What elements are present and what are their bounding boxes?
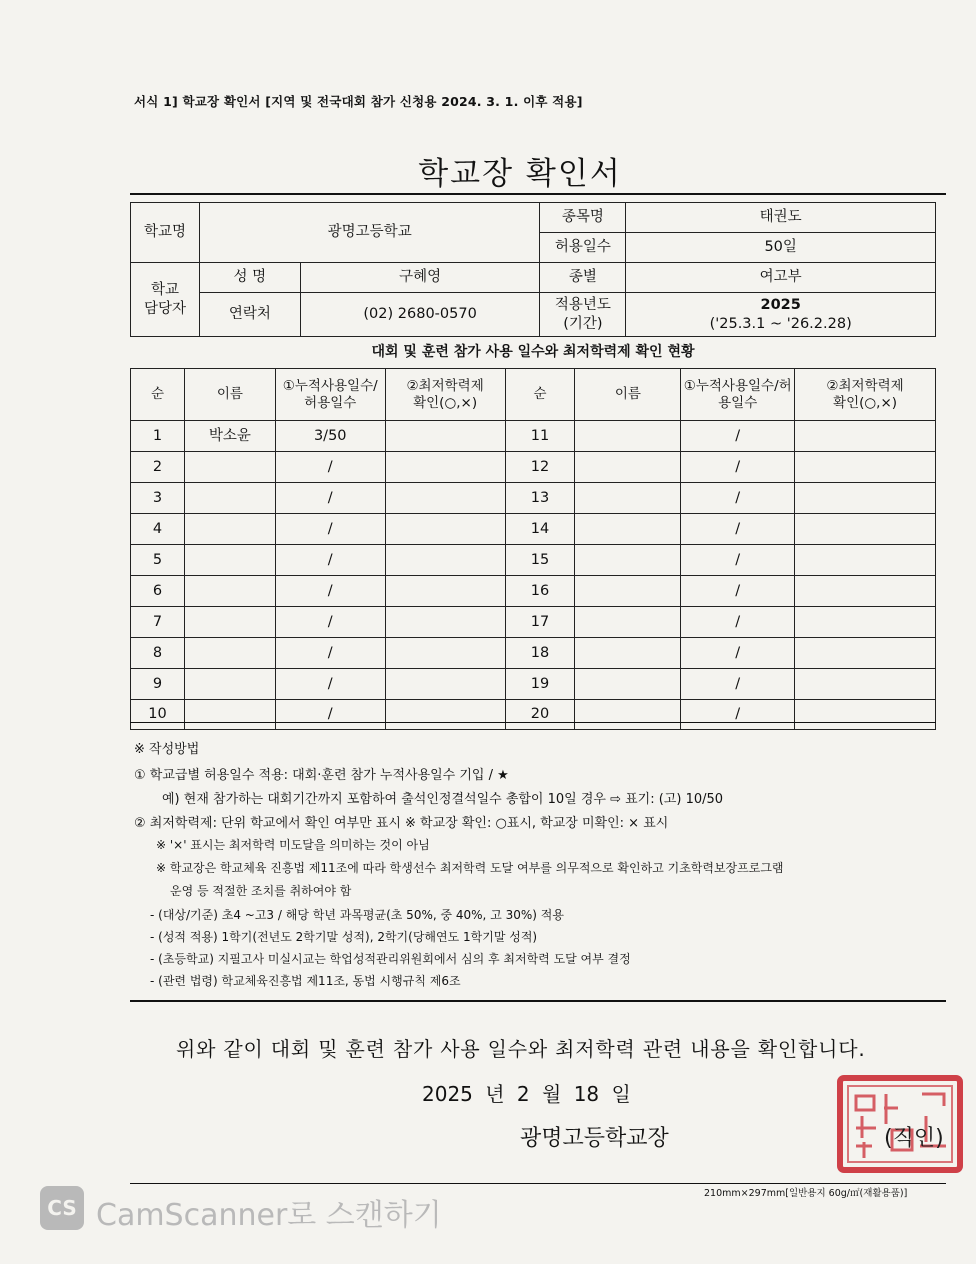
note-2-sub-b: ※ 학교장은 학교체육 진흥법 제11조에 따라 학생선수 최저학력 도달 여부를 의무적으로 확인하고 기초학력보장프로그램 xyxy=(156,861,784,875)
table-row xyxy=(131,514,936,545)
row-days: / xyxy=(275,607,385,638)
row-name xyxy=(184,638,275,669)
header-check-right: ②최저학력제 확인(○,×) xyxy=(795,369,936,421)
header-check: ②최저학력제 확인(○,×) xyxy=(385,369,505,421)
row-check-right xyxy=(795,607,936,638)
name-value: 구혜영 xyxy=(300,263,540,293)
row-check-right xyxy=(795,421,936,452)
row-no-right: 18 xyxy=(505,638,575,669)
footer-rule xyxy=(130,1183,946,1184)
header-no: 순 xyxy=(131,369,185,421)
row-check-right xyxy=(795,700,936,730)
table-row xyxy=(131,545,936,576)
row-no: 10 xyxy=(131,700,185,730)
note-2-sub-a: ※ '×' 표시는 최저학력 미도달을 의미하는 것이 아님 xyxy=(156,838,430,852)
issue-date: 2025 년 2 월 18 일 xyxy=(422,1082,631,1106)
note-elementary: - (초등학교) 지필고사 미실시교는 학업성적관리위원회에서 심의 후 최저학력 도달 여부 결정 xyxy=(150,952,631,966)
school-value: 광명고등학교 xyxy=(199,203,540,263)
row-name-right xyxy=(575,421,681,452)
paper-spec: 210mm×297mm[일반용지 60g/㎡(재활용품)] xyxy=(704,1188,908,1199)
school-label: 학교명 xyxy=(131,203,200,263)
row-name-right xyxy=(575,576,681,607)
header-days-right: ①누적사용일수/허 용일수 xyxy=(681,369,795,421)
row-days: / xyxy=(275,576,385,607)
row-check-right xyxy=(795,669,936,700)
signer-name: 광명고등학교장 xyxy=(520,1126,669,1151)
row-check-right xyxy=(795,514,936,545)
note-2-sub-b-cont: 운영 등 적절한 조치를 취하여야 함 xyxy=(170,884,352,898)
row-days: / xyxy=(275,669,385,700)
note-1-example: 예) 현재 참가하는 대회기간까지 포함하여 출석인정결석일수 총합이 10일 경우 ⇨ 표기: (고) 10/50 xyxy=(162,792,724,807)
row-name xyxy=(184,576,275,607)
row-no: 3 xyxy=(131,483,185,514)
row-days: 3/50 xyxy=(275,421,385,452)
note-2: ② 최저학력제: 단위 학교에서 확인 여부만 표시 ※ 학교장 확인: ○표시, 학교장 미확인: × 표시 xyxy=(134,816,669,831)
notes-heading: ※ 작성방법 xyxy=(134,742,200,757)
category-value: 여고부 xyxy=(626,263,936,293)
document-title: 학교장 확인서 xyxy=(418,156,622,192)
row-no-right: 20 xyxy=(505,700,575,730)
row-check xyxy=(385,452,505,483)
top-rule xyxy=(130,193,946,195)
row-name-right xyxy=(575,514,681,545)
row-no-right: 14 xyxy=(505,514,575,545)
row-no: 8 xyxy=(131,638,185,669)
row-no: 9 xyxy=(131,669,185,700)
name-label: 성 명 xyxy=(199,263,300,293)
row-no: 5 xyxy=(131,545,185,576)
row-check xyxy=(385,700,505,730)
table-row xyxy=(131,607,936,638)
row-name xyxy=(184,452,275,483)
camscanner-watermark: CamScanner로 스캔하기 xyxy=(96,1198,442,1233)
row-no-right: 11 xyxy=(505,421,575,452)
row-days: / xyxy=(275,452,385,483)
row-no: 2 xyxy=(131,452,185,483)
row-days: / xyxy=(275,483,385,514)
row-no: 4 xyxy=(131,514,185,545)
row-days: / xyxy=(275,638,385,669)
row-name xyxy=(184,669,275,700)
year-value: 2025 xyxy=(760,297,801,314)
row-days: / xyxy=(275,514,385,545)
header-no-right: 순 xyxy=(505,369,575,421)
row-no: 7 xyxy=(131,607,185,638)
row-no-right: 19 xyxy=(505,669,575,700)
notes-bottom-rule xyxy=(130,1000,946,1002)
event-label: 종목명 xyxy=(540,203,626,233)
year-label: 적용년도 (기간) xyxy=(540,293,626,337)
note-grades: - (성적 적용) 1학기(전년도 2학기말 성적), 2학기(당해연도 1학기말 성적) xyxy=(150,930,538,944)
row-name-right xyxy=(575,638,681,669)
row-check xyxy=(385,421,505,452)
row-days-right: / xyxy=(681,483,795,514)
row-no-right: 16 xyxy=(505,576,575,607)
row-days-right: / xyxy=(681,607,795,638)
row-days-right: / xyxy=(681,638,795,669)
row-check xyxy=(385,483,505,514)
year-cell xyxy=(626,293,936,337)
table-row xyxy=(131,421,936,452)
seal-label: (직인) xyxy=(884,1126,944,1151)
row-days-right: / xyxy=(681,576,795,607)
section-title: 대회 및 훈련 참가 사용 일수와 최저학력제 확인 현황 xyxy=(371,344,695,360)
row-name: 박소윤 xyxy=(184,421,275,452)
row-check xyxy=(385,514,505,545)
table-row xyxy=(131,638,936,669)
category-label: 종별 xyxy=(540,263,626,293)
row-check xyxy=(385,607,505,638)
note-law: - (관련 법령) 학교체육진흥법 제11조, 동법 시행규칙 제6조 xyxy=(150,974,461,988)
contact-label: 연락처 xyxy=(199,293,300,337)
row-no: 6 xyxy=(131,576,185,607)
event-value: 태권도 xyxy=(626,203,936,233)
row-name xyxy=(184,545,275,576)
row-check-right xyxy=(795,452,936,483)
row-days: / xyxy=(275,545,385,576)
row-name xyxy=(184,607,275,638)
row-name-right xyxy=(575,483,681,514)
contact-value: (02) 2680-0570 xyxy=(300,293,540,337)
row-days-right: / xyxy=(681,514,795,545)
days-value: 50일 xyxy=(626,233,936,263)
row-check-right xyxy=(795,483,936,514)
info-table xyxy=(130,202,936,337)
row-days-right: / xyxy=(681,452,795,483)
row-name-right xyxy=(575,700,681,730)
form-tag: 서식 1] 학교장 확인서 [지역 및 전국대회 참가 신청용 2024. 3. 1. 이후 적용] xyxy=(134,94,583,109)
header-name: 이름 xyxy=(184,369,275,421)
row-check xyxy=(385,545,505,576)
header-name-right: 이름 xyxy=(575,369,681,421)
participation-table xyxy=(130,368,936,730)
row-no-right: 13 xyxy=(505,483,575,514)
row-no-right: 17 xyxy=(505,607,575,638)
row-check-right xyxy=(795,545,936,576)
row-check xyxy=(385,638,505,669)
row-days-right: / xyxy=(681,421,795,452)
manager-label: 학교 담당자 xyxy=(131,263,200,337)
row-check-right xyxy=(795,638,936,669)
table-row xyxy=(131,483,936,514)
table-row xyxy=(131,452,936,483)
row-name xyxy=(184,483,275,514)
days-label: 허용일수 xyxy=(540,233,626,263)
row-name-right xyxy=(575,607,681,638)
note-1: ① 학교급별 허용일수 적용: 대회·훈련 참가 누적사용일수 기입 / ★ xyxy=(134,768,509,783)
row-check-right xyxy=(795,576,936,607)
row-name-right xyxy=(575,669,681,700)
header-row xyxy=(131,369,936,421)
row-name xyxy=(184,700,275,730)
row-name xyxy=(184,514,275,545)
row-no-right: 15 xyxy=(505,545,575,576)
period-value: ('25.3.1 ~ '26.2.28) xyxy=(709,315,852,332)
row-no-right: 12 xyxy=(505,452,575,483)
table-row xyxy=(131,700,936,730)
camscanner-logo-icon: CS xyxy=(40,1186,84,1230)
row-days-right: / xyxy=(681,700,795,730)
list-bottom-rule xyxy=(130,722,936,723)
confirmation-statement: 위와 같이 대회 및 훈련 참가 사용 일수와 최저학력 관련 내용을 확인합니다. xyxy=(176,1037,866,1061)
row-name-right xyxy=(575,545,681,576)
row-no: 1 xyxy=(131,421,185,452)
table-row xyxy=(131,669,936,700)
row-days-right: / xyxy=(681,545,795,576)
row-days: / xyxy=(275,700,385,730)
table-row xyxy=(131,576,936,607)
row-name-right xyxy=(575,452,681,483)
header-days: ①누적사용일수/ 허용일수 xyxy=(275,369,385,421)
row-days-right: / xyxy=(681,669,795,700)
note-criteria: - (대상/기준) 초4 ~고3 / 해당 학년 과목평균(초 50%, 중 40%, 고 30%) 적용 xyxy=(150,908,564,922)
row-check xyxy=(385,576,505,607)
row-check xyxy=(385,669,505,700)
